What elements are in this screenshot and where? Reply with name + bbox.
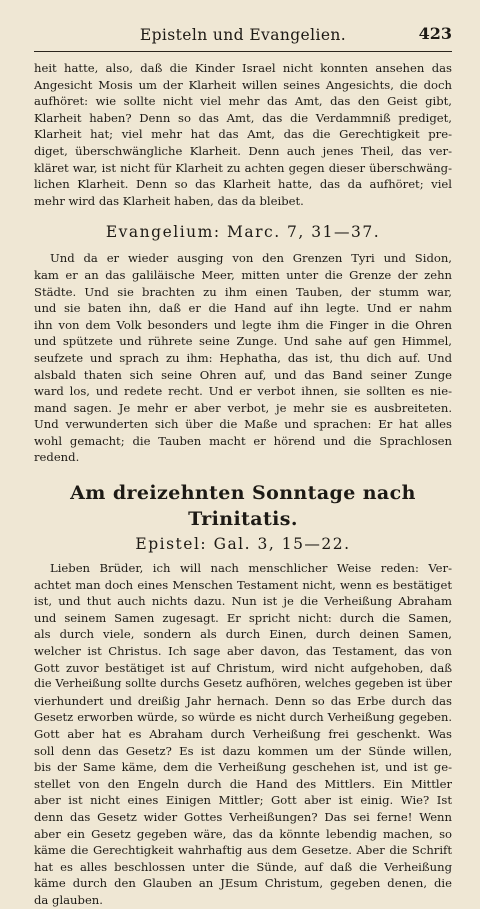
header-rule (34, 51, 452, 52)
text-line: da glauben. (34, 892, 103, 907)
text-line: stellet von den Engeln durch die Hand des Mittlers. Ein Mittler (34, 776, 452, 791)
text-line: heit hatte, also, daß die Kinder Israel nicht konnten ansehen das (34, 61, 452, 75)
text-line: Klarheit haben? Denn so das Amt, das die Verdammniß prediget, (34, 110, 452, 125)
text-line: Gott aber hat es Abraham durch Verheißung frei geschenkt. Was (34, 727, 452, 741)
text-line: soll denn das Gesetz? Es ist dazu kommen um der Sünde willen, (34, 743, 452, 758)
text-line: und seinem Samen zugesagt. Er spricht nicht: durch die Samen, (34, 610, 452, 625)
text-line: Und verwunderten sich über die Maße und sprachen: Er hat alles (34, 417, 452, 432)
gospel-heading: Evangelium: Marc. 7, 31—37. (105, 223, 381, 242)
text-line: mehr wird das Klarheit haben, das da bleibet. (34, 193, 304, 208)
text-line: käme durch den Glauben an JEsum Christum, gegeben denen, die (34, 876, 452, 891)
text-line: seufzete und sprach zu ihm: Hephatha, das ist, thu dich auf. Und (34, 350, 452, 365)
text-line: käme die Gerechtigkeit wahrhaftig aus dem Gesetze. Aber die Schrift (34, 843, 452, 858)
text-line: Und da er wieder ausging von den Grenzen Tyri und Sidon, (50, 251, 452, 266)
text-line: bis der Same käme, dem die Verheißung geschehen ist, und ist ge- (34, 760, 452, 775)
text-line: achtet man doch eines Menschen Testament nicht, wenn es bestätiget (34, 577, 452, 592)
text-line: Gott zuvor bestätiget ist auf Christum, wird nicht aufgehoben, daß (34, 660, 452, 675)
text-line: Klarheit hat; viel mehr hat das Amt, das die Gerechtigkeit pre- (34, 127, 452, 142)
text-line: Städte. Und sie brachten zu ihm einen Tauben, der stumm war, (34, 284, 452, 299)
text-line: Gesetz erworben würde, so würde es nicht durch Verheißung gegeben. (34, 710, 452, 725)
text-line: die Verheißung sollte durchs Gesetz aufhören, welches gegeben ist über (34, 677, 452, 691)
text-line: ward los, und redete recht. Und er verbot ihnen, sie sollten es nie- (34, 384, 452, 399)
text-line: welcher ist Christus. Ich sage aber davon, das Testament, das von (34, 644, 452, 659)
page-number: 423 (418, 24, 452, 43)
text-line: kam er an das galiläische Meer, mitten unter die Grenze der zehn (34, 267, 452, 282)
text-line: Angesicht Mosis um der Klarheit willen seines Angesichts, die doch (34, 77, 452, 92)
text-line: aber ist nicht eines Einigen Mittler; Gott aber ist einig. Wie? Ist (34, 793, 452, 808)
text-line: und sie baten ihn, daß er die Hand auf ihn legte. Und er nahm (34, 301, 452, 316)
page-header (34, 22, 452, 48)
gospel-text (34, 250, 452, 466)
text-line: vierhundert und dreißig Jahr hernach. Denn so das Erbe durch das (34, 693, 452, 708)
text-line: mand sagen. Je mehr er aber verbot, je mehr sie es ausbreiteten. (34, 400, 452, 415)
text-line: diget, überschwängliche Klarheit. Denn auch jenes Theil, das ver- (34, 143, 452, 158)
text-line: aufhöret: wie sollte nicht viel mehr das Amt, das den Geist gibt, (34, 94, 452, 109)
text-line: alsbald thaten sich seine Ohren auf, und das Band seiner Zunge (34, 367, 452, 382)
text-line: Lieben Brüder, ich will nach menschlicher Weise reden: Ver- (50, 561, 452, 576)
running-title: Episteln und Evangelien. (139, 26, 347, 44)
text-line: und spützete und rührete seine Zunge. Und sahe auf gen Himmel, (34, 334, 452, 349)
text-line: ist, und thut auch nichts dazu. Nun ist je die Verheißung Abraham (34, 594, 452, 609)
text-line: redend. (34, 450, 80, 465)
epistle-continuation (34, 60, 452, 209)
epistle-heading: Epistel: Gal. 3, 15—22. (135, 535, 351, 554)
text-line: aber ein Gesetz gegeben wäre, das da könnte lebendig machen, so (34, 826, 452, 841)
text-line: wohl gemacht; die Tauben macht er hörend und die Sprachlosen (34, 433, 452, 448)
text-line: hat es alles beschlossen unter die Sünde, auf daß die Verheißung (34, 859, 452, 874)
text-line: ihn von dem Volk besonders und legte ihm die Finger in die Ohren (34, 317, 452, 332)
page-content (34, 60, 452, 909)
text-line: denn das Gesetz wider Gottes Verheißungen? Das sei ferne! Wenn (34, 809, 452, 824)
sunday-heading: Am dreizehnten Sonntage nach Trinitatis. (70, 482, 416, 531)
epistle-text (34, 560, 452, 908)
text-line: als durch viele, sondern als durch Einen, durch deinen Samen, (34, 627, 452, 642)
text-line: kläret war, ist nicht für Klarheit zu achten gegen dieser überschwäng- (34, 160, 452, 175)
text-line: lichen Klarheit. Denn so das Klarheit hatte, das da aufhöret; viel (34, 177, 452, 192)
